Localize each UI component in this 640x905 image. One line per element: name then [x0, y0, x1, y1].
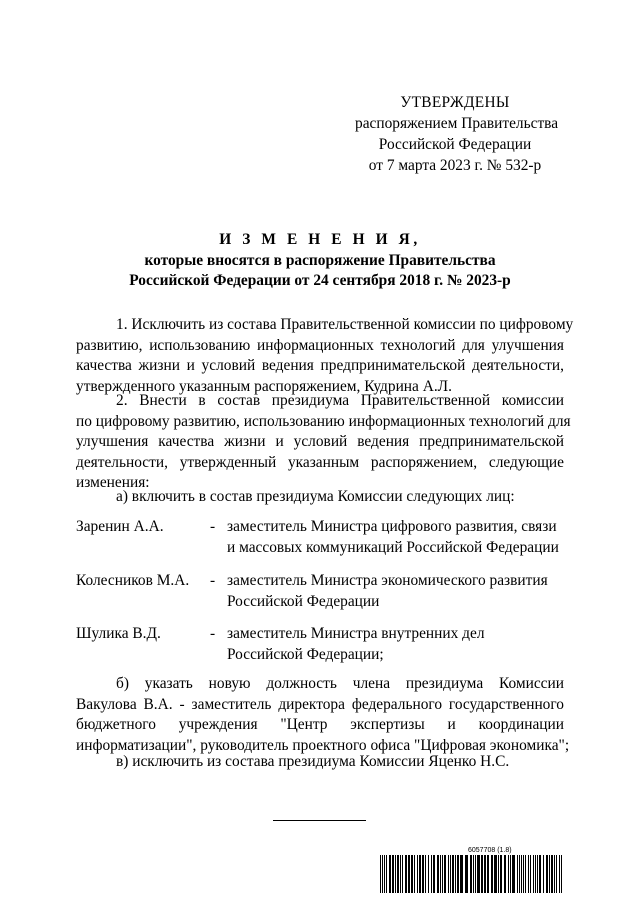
paragraph-2-line: деятельности, утвержденный указанным распоряжением, следующие	[76, 453, 564, 471]
member-description-line: заместитель Министра внутренних дел	[227, 625, 485, 642]
member-name: Шулика В.Д.	[76, 625, 161, 642]
approval-line-1: распоряжением Правительства	[355, 115, 559, 132]
item-c	[76, 752, 564, 773]
member-dash: -	[210, 572, 216, 589]
approval-block	[355, 92, 559, 176]
paragraph-2	[76, 391, 571, 494]
subtitle-line-2: Российской Федерации от 24 сентября 2018 г. № 2023-р	[129, 272, 511, 289]
item-b-line: Вакулова В.А. - заместитель директора федерального государственного	[76, 695, 564, 713]
paragraph-2-line: по цифровому развитию, использованию информационных технологий для	[76, 412, 571, 430]
paragraph-1-line: развитию, использованию информационных технологий для улучшения	[76, 336, 564, 354]
approval-heading: УТВЕРЖДЕНЫ	[400, 94, 510, 111]
document-code: 6057708 (1.8)	[468, 847, 512, 854]
member-description-line: Российской Федерации	[227, 592, 380, 610]
member-description	[227, 571, 548, 612]
paragraph-2-line: изменения:	[76, 474, 150, 491]
paragraph-2-line: улучшения качества жизни и условий ведения предпринимательской	[76, 433, 564, 450]
item-b-line: б) указать новую должность члена президиума Комиссии	[116, 675, 564, 692]
paragraph-1-line: утвержденного указанным распоряжением, Кудрина А.Л.	[76, 377, 452, 395]
approval-line-2: Российской Федерации	[378, 136, 532, 153]
paragraph-1-line: качества жизни и условий ведения предпринимательской деятельности,	[76, 357, 564, 374]
item-c-text: в) исключить из состава президиума Комиссии Яценко Н.С.	[116, 753, 510, 770]
document-title: И З М Е Н Е Н И Я,	[219, 231, 421, 248]
item-a-text: а) включить в состав президиума Комиссии следующих лиц:	[116, 488, 515, 505]
member-description-line: заместитель Министра экономического развития	[227, 572, 548, 589]
paragraph-2-line: 2. Внести в состав президиума Правительственной комиссии	[116, 392, 564, 409]
member-description	[227, 624, 485, 665]
member-dash: -	[210, 518, 216, 535]
item-b-line: информатизации", руководитель проектного офиса "Цифровая экономика";	[76, 736, 570, 754]
subtitle-line-1: которые вносятся в распоряжение Правительства	[144, 252, 496, 269]
item-b	[76, 674, 570, 756]
paragraph-1	[76, 315, 574, 397]
member-dash: -	[210, 625, 216, 642]
member-description-line: и массовых коммуникаций Российской Федерации	[227, 538, 559, 556]
item-b-line: бюджетного учреждения "Центр экспертизы и координации	[76, 716, 564, 733]
member-name: Заренин А.А.	[76, 518, 164, 535]
member-description	[227, 517, 559, 558]
barcode-image	[380, 855, 562, 893]
paragraph-1-line: 1. Исключить из состава Правительственной комиссии по цифровому	[116, 316, 574, 333]
member-name: Колесников М.А.	[76, 572, 190, 589]
closing-separator	[273, 820, 366, 821]
member-description-line: заместитель Министра цифрового развития, связи	[227, 518, 557, 535]
approval-line-3: от 7 марта 2023 г. № 532-р	[368, 157, 542, 174]
item-a	[76, 487, 564, 508]
document-subtitle	[0, 251, 640, 291]
member-description-line: Российской Федерации;	[227, 645, 384, 663]
